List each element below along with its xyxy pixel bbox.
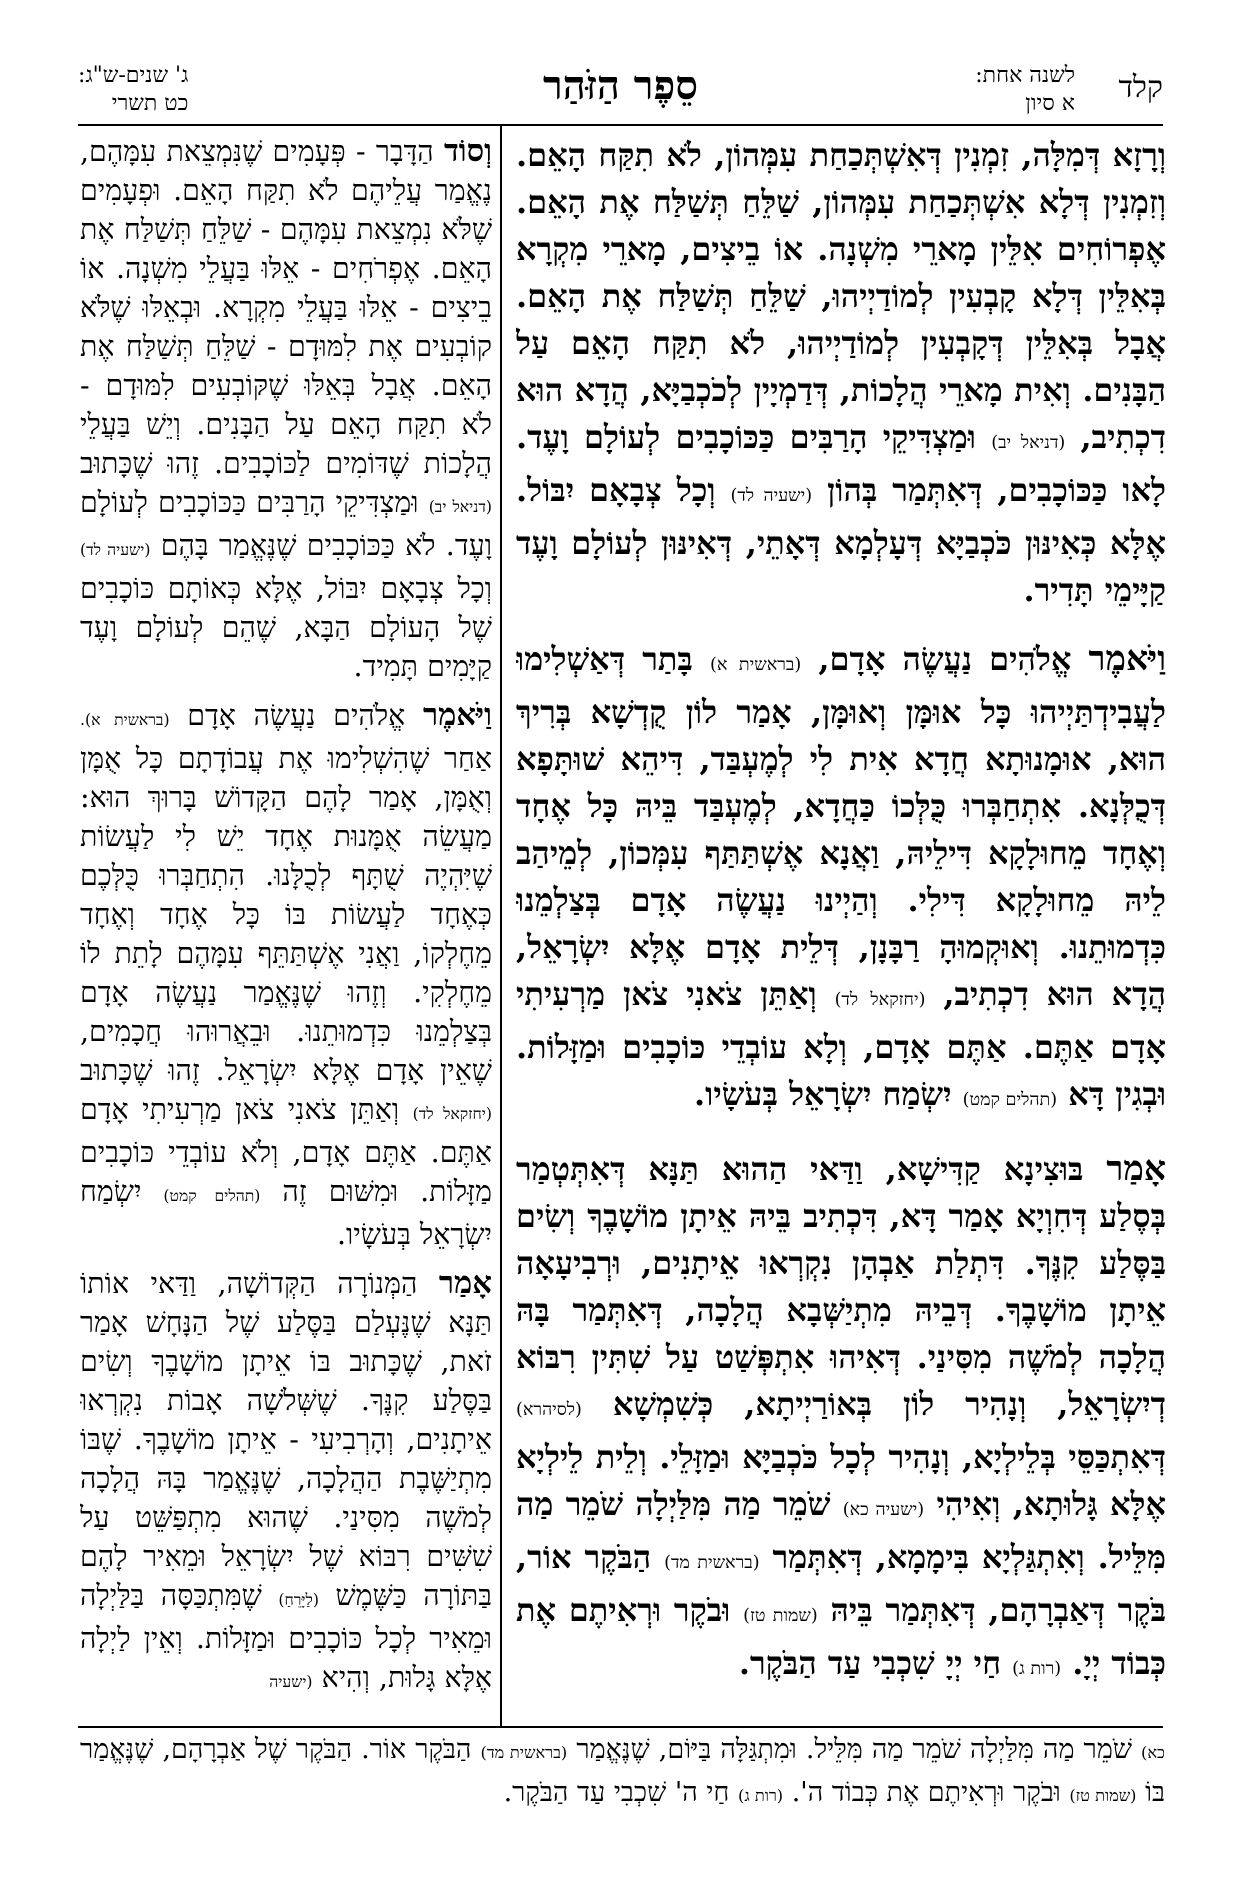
- verse-reference: (ישעיה כא): [842, 1500, 925, 1520]
- aramaic-paragraph: וַיֹּאמֶר אֱלֹהִים נַעֲשֶׂה אָדָם, (בראשית א) בָּתַר דְּאַשְׁלִימוּ לַעֲבִידְתַּיְיהוּ כָּל אוּמָּן וְאוּמָּן, אָמַר לוֹן קֻדְשָׁא בְּרִיךְ הוּא, אוּמָנוּתָא חֲדָא אִית לִי לְמֶעְבַּד, דִּיהֵא שׁוּתָּפָא דְּכֻלְּנָא. אִתְחַבְּרוּ כֻּלְּכוֹ כַּחֲדָא, לְמֶעְבַּד בֵּיהּ כָּל אֶחָד וְאֶחָד מֵחוּלָקָא דִּילֵיהּ, וַאֲנָא אֶשְׁתַּתַּף עִמְּכוֹן, לְמֵיהַב לֵיהּ מֵחוּלָקָא דִּילִי. וְהַיְינוּ נַעֲשֶׂה אָדָם בְּצַלְמֵנוּ כִּדְמוּתֵנוּ. וְאוּקְמוּהָ רַבָּנָן, דְּלֵית אָדָם אֶלָּא יִשְׂרָאֵל, הֲדָא הוּא דִכְתִיב, (יחזקאל לד) וְאַתֵּן צֹאנִי צֹאן מַרְעִיתִי אָדָם אַתֶּם. אַתֶּם אָדָם, וְלָא עוֹבְדֵי כּוֹכָבִים וּמַזָּלוֹת. וּבְגִין דָּא (תהלים קמט) יִשְׂמַח יִשְׂרָאֵל בְּעֹשָׂיו.: [516, 639, 1166, 1113]
- column-divider: [500, 126, 502, 1726]
- schedule-one-year-date: א סיון: [1025, 91, 1075, 116]
- schedule-three-years-date: כט תשרי: [111, 91, 189, 116]
- verse-reference: כא): [1141, 1743, 1165, 1762]
- opening-word: אָמַר: [438, 1265, 492, 1301]
- page-header: [78, 62, 1163, 122]
- opening-word: אָמַר: [1106, 1149, 1166, 1189]
- page-number: קלד: [1118, 70, 1163, 105]
- schedule-one-year-label: לשנה אחת:: [975, 63, 1075, 88]
- aramaic-paragraph: וְרָזָא דְּמִלָּה, זִמְנִין דְּאִשְׁתְּכַחַת עִמְּהוֹן, לֹא תִקַּח הָאֵם. וְזִמְנִין דְּלָא אִשְׁתְּכַחַת עִמְּהוֹן, שַׁלֵּחַ תְּשַׁלַּח אֶת הָאֵם. אֶפְרוֹחִים אִלֵּין מָארֵי מִשְׁנָה. אוֹ בֵיצִים, מָארֵי מִקְרָא בְּאִלֵּין דְּלָא קָבְעִין לְמוֹדַיְיהוּ, שַׁלֵּחַ תְּשַׁלַּח אֶת הָאֵם. אֲבָל בְּאִלֵּין דְּקָבְעִין לְמוֹדַיְיהוּ, לֹא תִקַּח הָאֵם עַל הַבָּנִים. וְאִית מָארֵי הֲלָכוֹת, דְּדַמְיָין לְכֹכְבַיָּא, הֲדָא הוּא דִכְתִיב, (דניאל יב) וּמַצְדִּיקֵי הָרַבִּים כַּכּוֹכָבִים לְעוֹלָם וָעֶד. לָאו כַּכּוֹכָבִים, דְּאִתְּמַר בְּהוֹן (ישעיה לד) וְכָל צְבָאָם יִבּוֹל. אֶלָּא כְּאִינּוּן כֹּכְבַיָּא דְּעָלְמָא דְּאָתֵי, דְּאִינּוּן לְעוֹלָם וָעֶד קַיָּימֵי תָּדִיר.: [516, 136, 1166, 609]
- verse-reference: (ישעיה לד): [80, 540, 151, 559]
- hebrew-translation-column: [80, 132, 492, 1722]
- verse-reference: (לסיהרא): [516, 1400, 582, 1420]
- opening-word: וַיֹּאמֶר: [422, 697, 492, 733]
- schedule-three-years-label: ג' שנים-ש"ג:: [78, 63, 189, 88]
- translation-continuation: כא) שֹׁמֵר מַה מִּלַּיְלָה שֹׁמֵר מַה מִּלֵּיל. וּמִתְגַּלָּה בַּיּוֹם, שֶׁנֶּאֱמַר (בראשית מד) הַבֹּקֶר אוֹר. הַבֹּקֶר שֶׁל אַבְרָהָם, שֶׁנֶּאֱמַר בּוֹ (שמות טז) וּבֹקֶר וּרְאִיתֶם אֶת כְּבוֹד ה'. (רות ג) חַי ה' שִׁכְבִי עַד הַבֹּקֶר.: [80, 1734, 1165, 1808]
- aramaic-column: [516, 132, 1166, 1722]
- verse-reference: (שמות טז): [1069, 1786, 1137, 1805]
- verse-reference: (רות ג): [738, 1786, 784, 1805]
- aramaic-paragraph: אָמַר בּוּצִינָא קַדִּישָׁא, וַדַּאי הַהוּא תַּנָּא דְּאִתְּטְמַר בְּסֶלַע דְּחִוְיָא אָמַר דָּא, דִּכְתִיב בֵּיהּ אֵיתָן מוֹשָׁבֶךָ וְשִׂים בַּסֶּלַע קִנֶּךָ. דִּתְלַת אַבְהָן נִקְרְאוּ אֵיתָנִים, וּרְבִיעָאָה אֵיתָן מוֹשָׁבֶךָ. דְּבֵיהּ מִתְיַשְּׁבָא הֲלָכָה, דְּאִתְּמַר בָּהּ הֲלָכָה לְמֹשֶׁה מִסִּינַי. דְּאִיהוּ אִתְפְּשַׁט עַל שִׁתִּין רִבּוֹא דְיִשְׂרָאֵל, וְנָהִיר לוֹן בְּאוֹרַיְיתָא, כְּשִׁמְשָׁא (לסיהרא) דְּאִתְכַּסֵּי בְּלֵילְיָא, וְנָהִיר לְכָל כֹּכְבַיָּא וּמַזָּלֵי. וְלֵית לֵילְיָא אֶלָּא גָּלוּתָא, וְאִיהִי (ישעיה כא) שֹׁמֵר מַה מִּלַּיְלָה שֹׁמֵר מַה מִּלֵּיל. וְאִתְגַּלְיָא בִּימָמָא, דְּאִתְּמַר (בראשית מד) הַבֹּקֶר אוֹר, בֹּקֶר דְּאַבְרָהָם, דְּאִתְּמַר בֵּיהּ (שמות טז) וּבֹקֶר וּרְאִיתֶם אֶת כְּבוֹד יְיָ. (רות ג) חַי יְיָ שִׁכְבִי עַד הַבֹּקֶר.: [516, 1149, 1166, 1682]
- opening-word: וַיֹּאמֶר: [1088, 639, 1166, 679]
- translation-paragraph: וַיֹּאמֶר אֱלֹהִים נַעֲשֶׂה אָדָם (בראשית א). אַחַר שֶׁהִשְׁלִימוּ אֶת עֲבוֹדָתָם כָּל אֻמָּן וְאֻמָּן, אָמַר לָהֶם הַקָּדוֹשׁ בָּרוּךְ הוּא: מַעֲשֵׂה אֻמָּנוּת אֶחָד יֵשׁ לִי לַעֲשׂוֹת שֶׁיִּהְיֶה שֻׁתָּף לְכֻלָּנוּ. הִתְחַבְּרוּ כֻּלְּכֶם כְּאֶחָד לַעֲשׂוֹת בּוֹ כָּל אֶחָד וְאֶחָד מֵחֶלְקוֹ, וַאֲנִי אֶשְׁתַּתֵּף עִמָּהֶם לָתֵת לוֹ מֵחֶלְקִי. וְזֶהוּ שֶׁנֶּאֱמַר נַעֲשֶׂה אָדָם בְּצַלְמֵנוּ כִּדְמוּתֵנוּ. וּבֵאֲרוּהוּ חֲכָמִים, שֶׁאֵין אָדָם אֶלָּא יִשְׂרָאֵל. זֶהוּ שֶׁכָּתוּב (יחזקאל לד) וְאַתֵּן צֹאנִי צֹאן מַרְעִיתִי אָדָם אַתֶּם. אַתֶּם אָדָם, וְלֹא עוֹבְדֵי כּוֹכָבִים מַזָּלוֹת. וּמִשּׁוּם זֶה (תהלים קמט) יִשְׂמַח יִשְׂרָאֵל בְּעֹשָׂיו.: [80, 697, 492, 1251]
- verse-reference: (בראשית מד): [480, 1743, 568, 1762]
- verse-reference: (ישעיה: [269, 1672, 313, 1691]
- verse-reference: (תהלים קמט): [962, 1090, 1058, 1110]
- verse-reference: (ישעיה לד): [730, 486, 813, 506]
- verse-reference: (יחזקאל לד): [834, 990, 926, 1010]
- schedule-three-years: [78, 62, 188, 118]
- verse-reference: (בראשית מד): [664, 1553, 760, 1573]
- verse-reference: (יחזקאל לד): [412, 1104, 492, 1123]
- book-title: סֵפֶר הַזֹּהַר: [543, 62, 698, 109]
- verse-reference: (דניאל יב): [428, 497, 492, 516]
- verse-reference: (רות ג): [1012, 1659, 1062, 1679]
- verse-reference: (בראשית א): [709, 655, 802, 675]
- verse-reference: (שמות טז): [743, 1606, 818, 1626]
- translation-paragraph: וְסוֹד הַדָּבָר - פְּעָמִים שֶׁנִּמְצֵאת עִמָּהֶם, נֶאֱמַר עֲלֵיהֶם לֹא תִקַּח הָאֵם. וּפְעָמִים שֶׁלֹּא נִמְצֵאת עִמָּהֶם - שַׁלֵּחַ תְּשַׁלַּח אֶת הָאֵם. אֶפְרֹחִים - אֵלּוּ בַּעֲלֵי מִשְׁנָה. אוֹ בֵיצִים - אֵלּוּ בַּעֲלֵי מִקְרָא. וּבְאֵלּוּ שֶׁלֹּא קוֹבְעִים אֶת לִמּוּדָם - שַׁלֵּחַ תְּשַׁלַּח אֶת הָאֵם. אֲבָל בְּאֵלּוּ שֶׁקּוֹבְעִים לִמּוּדָם - לֹא תִקַּח הָאֵם עַל הַבָּנִים. וְיֵשׁ בַּעֲלֵי הֲלָכוֹת שֶׁדּוֹמִים לַכּוֹכָבִים. זֶהוּ שֶׁכָּתוּב (דניאל יב) וּמַצְדִּיקֵי הָרַבִּים כַּכּוֹכָבִים לְעוֹלָם וָעֶד. לֹא כַּכּוֹכָבִים שֶׁנֶּאֱמַר בָּהֶם (ישעיה לד) וְכָל צְבָאָם יִבּוֹל, אֶלָּא כְּאוֹתָם כּוֹכָבִים שֶׁל הָעוֹלָם הַבָּא, שֶׁהֵם לְעוֹלָם וָעֶד קַיָּמִים תָּמִיד.: [80, 133, 492, 683]
- header-rule: [78, 124, 1163, 126]
- translation-paragraph: אָמַר הַמְּנוֹרָה הַקְּדוֹשָׁה, וַדַּאי אוֹתוֹ תַּנָּא שֶׁנֶּעְלַם בַּסֶּלַע שֶׁל הַנָּחָשׁ אָמַר זֹאת, שֶׁכָּתוּב בּוֹ אֵיתָן מוֹשָׁבֶךָ וְשִׂים בַּסֶּלַע קִנֶּךָ. שֶׁשְּׁלֹשָׁה אָבוֹת נִקְרְאוּ אֵיתָנִים, וְהָרְבִיעִי - אֵיתָן מוֹשָׁבֶךָ. שֶׁבּוֹ מִתְיַשֶּׁבֶת הַהֲלָכָה, שֶׁנֶּאֱמַר בָּהּ הֲלָכָה לְמֹשֶׁה מִסִּינַי. שֶׁהוּא מִתְפַּשֵּׁט עַל שִׁשִּׁים רִבּוֹא שֶׁל יִשְׂרָאֵל וּמֵאִיר לָהֶם בַּתּוֹרָה כַּשֶּׁמֶשׁ (לַיָּרֵחַ) שֶׁמִּתְכַּסָּה בַּלַּיְלָה וּמֵאִיר לְכָל כּוֹכָבִים וּמַזָּלוֹת. וְאֵין לַיְלָה אֶלָּא גָּלוּת, וְהִיא (ישעיה: [80, 1265, 492, 1694]
- verse-reference: (לַיָּרֵחַ): [278, 1590, 319, 1609]
- opening-word: וְסוֹד: [443, 133, 492, 169]
- verse-reference: (תהלים קמט): [163, 1186, 261, 1205]
- footer-rule: [78, 1726, 1163, 1728]
- verse-reference: (בראשית א).: [80, 710, 170, 729]
- verse-reference: (דניאל יב): [991, 433, 1066, 453]
